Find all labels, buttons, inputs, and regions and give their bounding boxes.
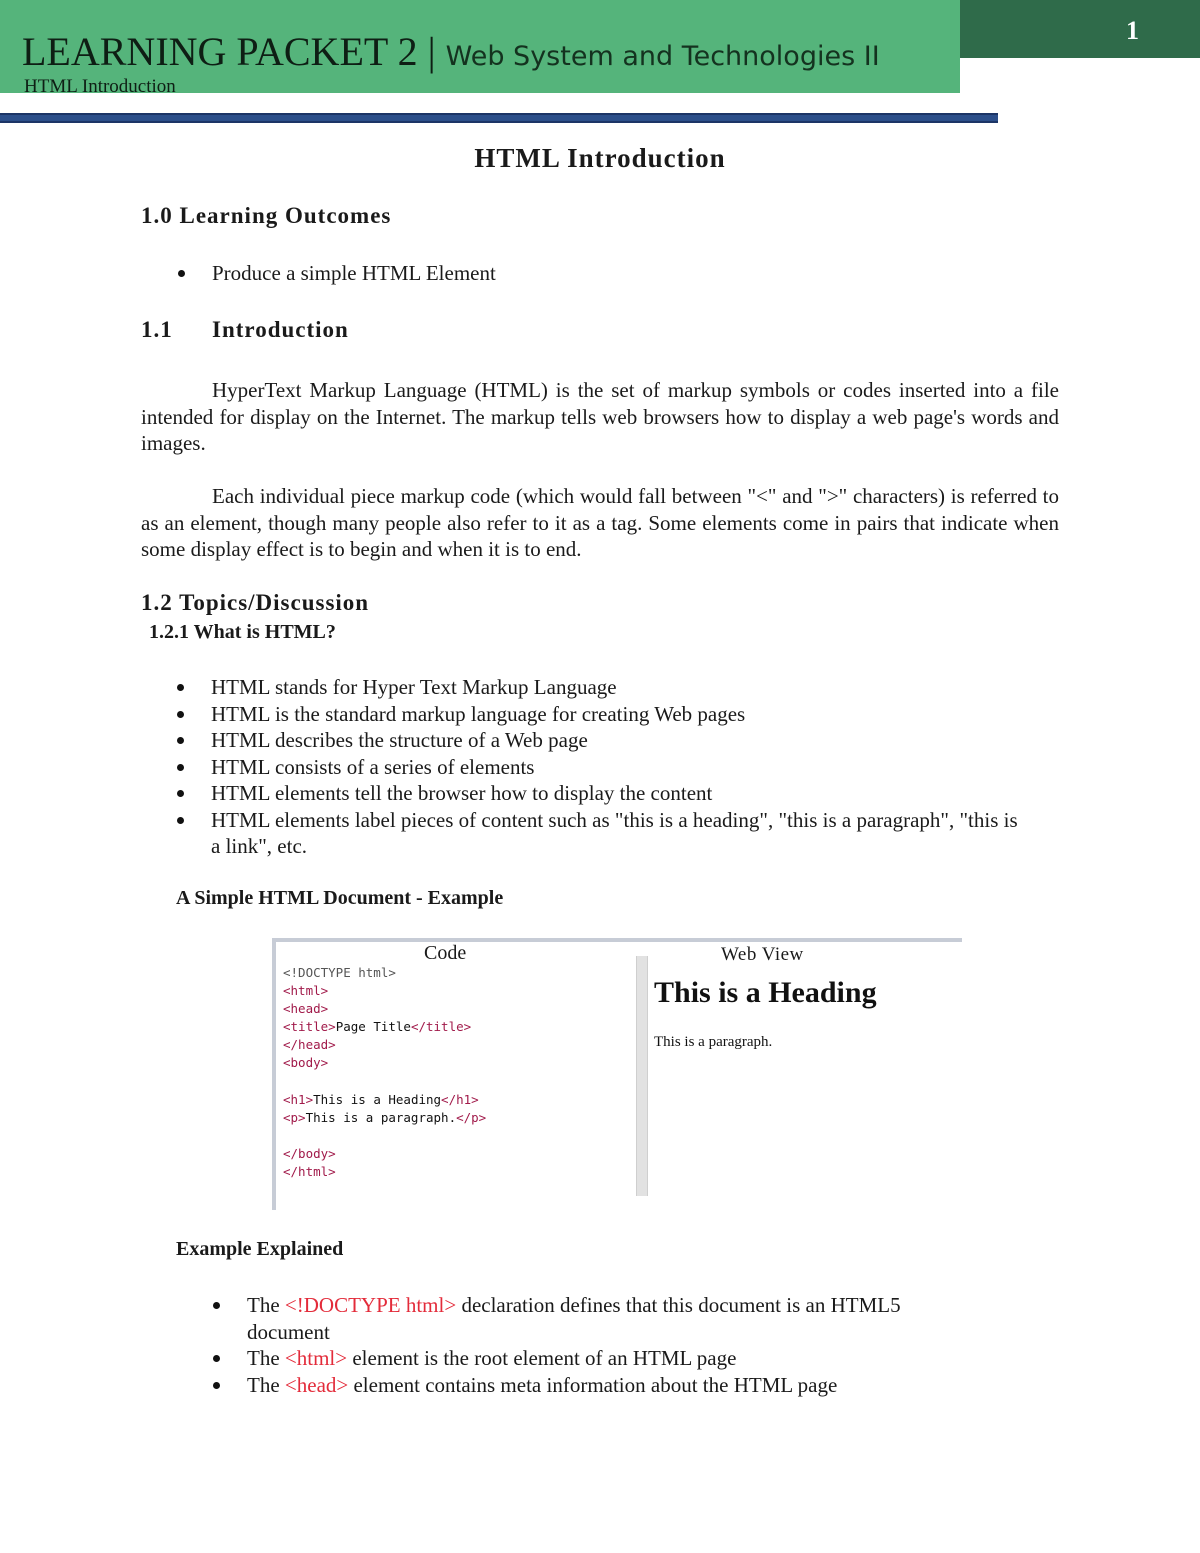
- page-title: HTML Introduction: [474, 143, 726, 173]
- figure-border-left: [272, 938, 276, 1210]
- packet-title: [22, 28, 880, 75]
- list-item: HTML elements label pieces of content such as "this is a heading", "this is a paragraph", "this is a link", etc.: [211, 807, 1031, 860]
- list-item: The <head> element contains meta information about the HTML page: [247, 1372, 987, 1399]
- bullet-icon: [213, 1302, 220, 1309]
- section-number: 1.1: [141, 317, 173, 342]
- learning-outcomes-list: [212, 260, 1052, 287]
- example-explained-list: [247, 1292, 987, 1398]
- tag-name: <!DOCTYPE html>: [284, 1293, 457, 1317]
- web-view-heading: This is a Heading: [654, 976, 877, 1009]
- web-view-title: Web View: [721, 944, 804, 965]
- tag-name: <html>: [284, 1346, 348, 1370]
- page-number: 1: [1126, 16, 1139, 45]
- bullet-icon: [177, 817, 184, 824]
- figure-divider: [636, 956, 648, 1196]
- list-item: The <!DOCTYPE html> declaration defines that this document is an HTML5 document: [247, 1292, 987, 1345]
- topics-heading: 1.2 Topics/Discussion: [141, 590, 370, 615]
- header-subtitle: HTML Introduction: [24, 76, 176, 97]
- tag-name: <head>: [284, 1372, 349, 1397]
- intro-paragraph-2: Each individual piece markup code (which would fall between "<" and ">" characters) is referred to as an element, though many people also refer to it as a tag. Some elements come in pairs that indicate when some display effect is to begin and when it is to end.: [141, 484, 1059, 561]
- list-item: HTML describes the structure of a Web page: [211, 727, 1031, 754]
- bullet-icon: [177, 764, 184, 771]
- code-panel-title: Code: [424, 942, 467, 964]
- bullet-icon: [177, 737, 184, 744]
- list-item: Produce a simple HTML Element: [212, 260, 1052, 287]
- what-is-html-heading: 1.2.1 What is HTML?: [149, 621, 336, 643]
- list-item: HTML stands for Hyper Text Markup Language: [211, 674, 1031, 701]
- list-item: HTML elements tell the browser how to display the content: [211, 780, 1031, 807]
- bullet-icon: [177, 790, 184, 797]
- introduction-heading: [141, 317, 349, 343]
- learning-outcomes-heading: 1.0 Learning Outcomes: [141, 203, 392, 228]
- web-view-paragraph: This is a paragraph.: [654, 1034, 773, 1050]
- bullet-icon: [213, 1382, 220, 1389]
- bullet-icon: [177, 711, 184, 718]
- code-listing: <!DOCTYPE html> <html> <head> <title>Page Title</title> </head> <body> <h1>This is a Heading</h1> <p>This is a paragraph.</p> </body> </html>: [283, 965, 487, 1180]
- example-figure: [272, 938, 962, 1210]
- example-explained-heading: Example Explained: [176, 1238, 344, 1260]
- subject-name: Web System and Technologies II: [445, 41, 880, 72]
- bullet-icon: [213, 1355, 220, 1362]
- page-number-box: [960, 0, 1200, 58]
- figure-border-top: [272, 938, 962, 942]
- list-item: The <html> element is the root element of an HTML page: [247, 1345, 987, 1372]
- section-title: Introduction: [212, 317, 349, 342]
- list-item: HTML is the standard markup language for creating Web pages: [211, 701, 1031, 728]
- intro-paragraph-1: HyperText Markup Language (HTML) is the set of markup symbols or codes inserted into a file intended for display on the Internet. The markup tells web browsers how to display a web page's words and images.: [141, 378, 1059, 455]
- title-separator: |: [427, 29, 436, 74]
- what-is-html-list: [211, 674, 1031, 860]
- header-rule: [0, 113, 998, 123]
- example-heading: A Simple HTML Document - Example: [176, 887, 504, 909]
- list-item: HTML consists of a series of elements: [211, 754, 1031, 781]
- bullet-icon: [177, 684, 184, 691]
- packet-label: LEARNING PACKET 2: [22, 29, 418, 74]
- bullet-icon: [178, 270, 185, 277]
